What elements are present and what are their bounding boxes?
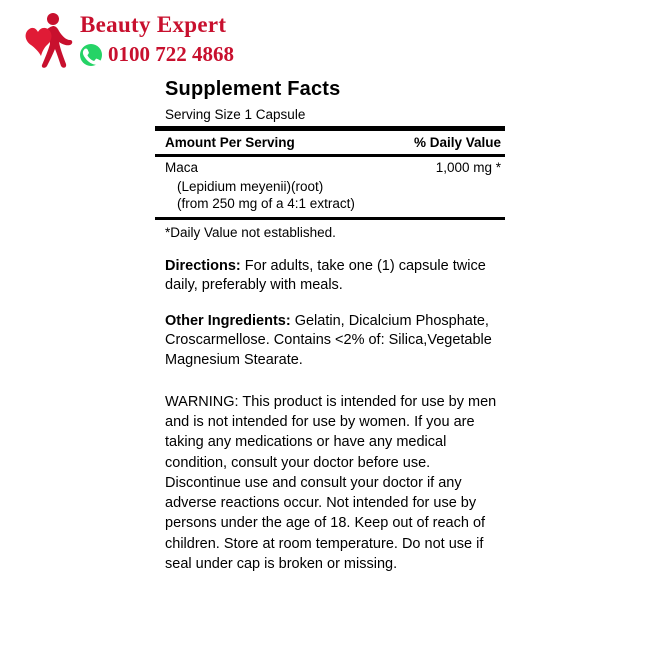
table-header-row — [155, 131, 505, 154]
ingredient-subline-source: (Lepidium meyenii)(root) — [177, 179, 324, 194]
other-ingredients-label: Other Ingredients: — [165, 313, 291, 330]
directions-paragraph — [165, 257, 505, 295]
column-header-amount: Amount Per Serving — [165, 135, 295, 150]
brand-phone-number[interactable]: 0100 722 4868 — [108, 42, 234, 66]
brand-contact — [80, 42, 234, 67]
woman-silhouette-logo — [22, 10, 80, 70]
directions-text: For adults, take one (1) capsule twice daily, preferably with meals. — [165, 258, 486, 294]
serving-size: Serving Size 1 Capsule — [165, 107, 306, 122]
brand-header — [18, 8, 278, 72]
brand-name: Beauty Expert — [80, 12, 227, 37]
ingredient-amount: 1,000 mg * — [435, 160, 501, 175]
warning-paragraph: WARNING: This product is intended for use by men and is not intended for use by women. If you are taking any medications or have any medical condition, consult your doctor before use. Discontinue use and consult your doctor if any adverse reactions occur. Not intended for use by persons under the age of 18. Keep out of reach of children. Store at room temperature. Do not use if seal under cap is broken or missing. — [165, 393, 497, 572]
other-ingredients-text: Gelatin, Dicalcium Phosphate, Croscarmellose. Contains <2% of: Silica,Vegetable Magnesium Stearate. — [165, 313, 492, 368]
supplement-facts-title: Supplement Facts — [165, 78, 341, 100]
supplement-facts-panel — [155, 78, 505, 574]
daily-value-footnote: *Daily Value not established. — [165, 225, 336, 240]
other-ingredients-paragraph — [165, 312, 505, 369]
ingredient-name: Maca — [165, 160, 199, 175]
table-row — [155, 157, 505, 178]
ingredient-block — [155, 157, 505, 217]
directions-label: Directions: — [165, 258, 241, 274]
whatsapp-icon[interactable] — [80, 44, 102, 66]
column-header-daily-value: % Daily Value — [413, 135, 501, 150]
ingredient-subline-extract: (from 250 mg of a 4:1 extract) — [177, 196, 355, 211]
